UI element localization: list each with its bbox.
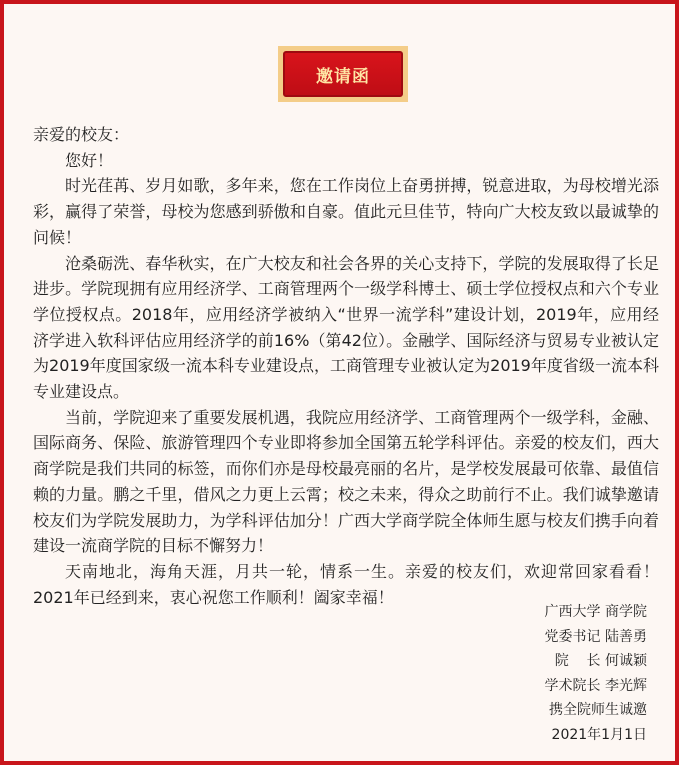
signature-dean: 院 长 何诚颖	[554, 653, 647, 669]
page-title: 邀请函	[283, 51, 403, 97]
signature-institution: 广西大学 商学院	[544, 604, 647, 620]
signature-academic-dean: 学术院长 李光辉	[544, 677, 647, 694]
title-badge	[278, 46, 408, 102]
letter-body	[33, 122, 659, 610]
paragraph-greeting: 您好！	[65, 150, 114, 170]
signature-closing: 携全院师生诚邀	[549, 702, 647, 718]
signature-block	[545, 600, 647, 747]
signature-date: 2021年1月1日	[551, 726, 647, 743]
paragraph-2: 沧桑砺洗、春华秋实，在广大校友和社会各界的关心支持下，学院的发展取得了长足进步。学院现拥有应用经济学、工商管理两个一级学科博士、硕士学位授权点和六个专业学位授权点。2018年，应用经济学被纳入“世界一流学科”建设计划，2019年，应用经济学进入软科评估应用经济学的前16%（第42位）。金融学、国际经济与贸易专业被认定为2019年度国家级一流本科专业建设点，工商管理专业被认定为2019年度省级一流本科专业建设点。	[33, 253, 659, 402]
paragraph-4: 天南地北，海角天涯，月共一轮，情系一生。亲爱的校友们，欢迎常回家看看！2021年已经到来，衷心祝您工作顺利！阖家幸福！	[33, 561, 659, 607]
paragraph-1: 时光荏苒、岁月如歌，多年来，您在工作岗位上奋勇拼搏，锐意进取，为母校增光添彩，赢得了荣誉，母校为您感到骄傲和自豪。值此元旦佳节，特向广大校友致以最诚挚的问候！	[33, 176, 659, 247]
salutation: 亲爱的校友：	[33, 125, 130, 144]
signature-party-secretary: 党委书记 陆善勇	[544, 628, 647, 645]
paragraph-3: 当前，学院迎来了重要发展机遇，我院应用经济学、工商管理两个一级学科，金融、国际商务、保险、旅游管理四个专业即将参加全国第五轮学科评估。亲爱的校友们，西大商学院是我们共同的标签，而你们亦是母校最亮丽的名片，是学校发展最可依靠、最值信赖的力量。鹏之千里，借风之力更上云霄；校之未来，得众之助前行不止。我们诚挚邀请校友们为学院发展助力，为学科评估加分！广西大学商学院全体师生愿与校友们携手向着建设一流商学院的目标不懈努力！	[33, 407, 659, 556]
